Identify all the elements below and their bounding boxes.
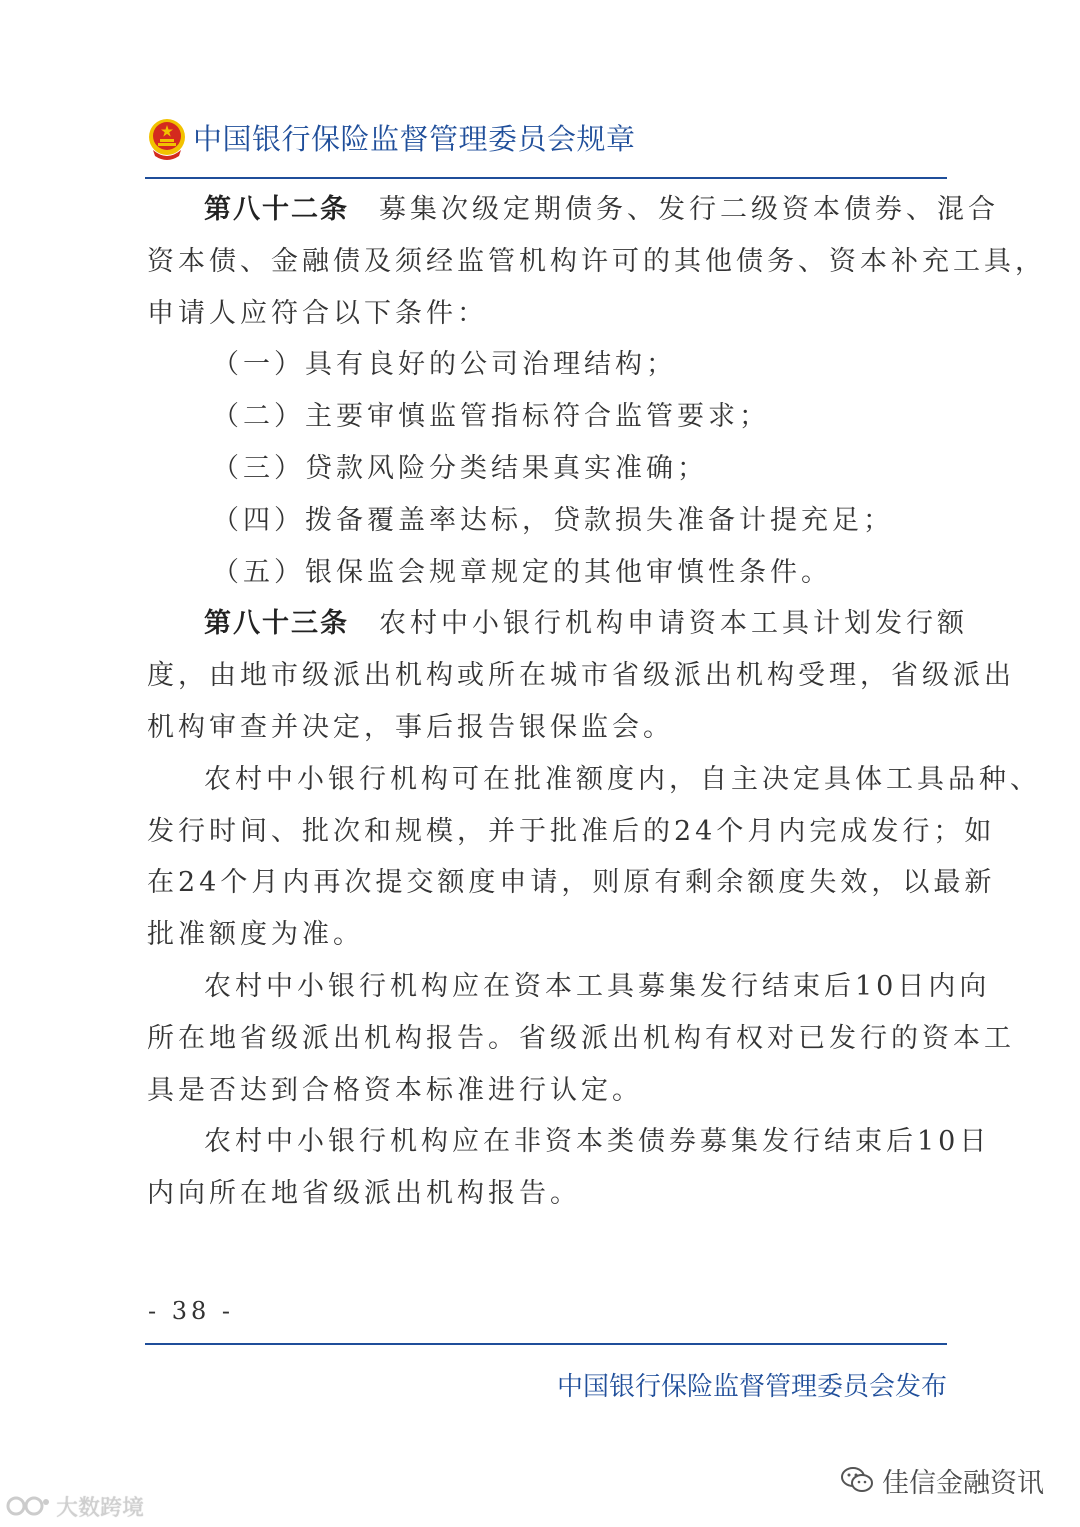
condition-item: （一）具有良好的公司治理结构； xyxy=(212,349,677,381)
condition-item: （二）主要审慎监管指标符合监管要求； xyxy=(212,401,770,433)
text-line: 所在地省级派出机构报告。省级派出机构有权对已发行的资本工 xyxy=(147,1022,1015,1054)
watermark-left-text: 大数跨境 xyxy=(56,1495,145,1521)
article-83-line: 第八十三条 农村中小银行机构申请资本工具计划发行额 xyxy=(204,608,968,640)
text-line: 机构审查并决定，事后报告银保监会。 xyxy=(147,711,674,743)
condition-item: （五）银保监会规章规定的其他审慎性条件。 xyxy=(212,556,832,588)
text-line: 申请人应符合以下条件： xyxy=(147,297,488,329)
text-line: 农村中小银行机构应在资本工具募集发行结束后10日内向 xyxy=(204,970,991,1002)
footer-publisher: 中国银行保险监督管理委员会发布 xyxy=(556,1372,947,1402)
text-line: 农村中小银行机构可在批准额度内，自主决定具体工具品种、 xyxy=(204,763,1041,795)
footer-rule xyxy=(145,1343,947,1345)
header-rule xyxy=(145,177,947,179)
wechat-icon xyxy=(840,1465,874,1495)
article-82-line: 第八十二条 募集次级定期债务、发行二级资本债券、混合 xyxy=(204,194,999,225)
header-title: 中国银行保险监督管理委员会规章 xyxy=(193,122,636,156)
national-emblem-icon xyxy=(147,118,187,160)
page-number: - 38 - xyxy=(148,1297,235,1325)
brand-logo-icon xyxy=(6,1494,52,1518)
text-line: 具是否达到合格资本标准进行认定。 xyxy=(147,1074,643,1106)
watermark-left xyxy=(6,1490,144,1522)
page-header xyxy=(147,118,947,162)
text-line: 资本债、金融债及须经监管机构许可的其他债务、资本补充工具， xyxy=(147,245,1046,277)
condition-item: （三）贷款风险分类结果真实准确； xyxy=(212,452,708,484)
text-line: 发行时间、批次和规模，并于批准后的24个月内完成发行；如 xyxy=(147,815,996,847)
text-line: 内向所在地省级派出机构报告。 xyxy=(147,1178,581,1210)
text-line: 批准额度为准。 xyxy=(147,919,364,951)
article-82-label: 第八十二条 xyxy=(204,194,349,225)
watermark-right xyxy=(840,1460,1044,1500)
document-body xyxy=(147,184,1046,1220)
text-line: 农村中小银行机构应在非资本类债券募集发行结束后10日 xyxy=(204,1126,991,1158)
watermark-right-text: 佳信金融资讯 xyxy=(882,1467,1044,1499)
article-83-label: 第八十三条 xyxy=(204,608,349,640)
text-line: 在24个月内再次提交额度申请，则原有剩余额度失效，以最新 xyxy=(147,867,996,899)
text-line: 度，由地市级派出机构或所在城市省级派出机构受理，省级派出 xyxy=(147,660,1015,692)
condition-item: （四）拨备覆盖率达标，贷款损失准备计提充足； xyxy=(212,504,894,536)
